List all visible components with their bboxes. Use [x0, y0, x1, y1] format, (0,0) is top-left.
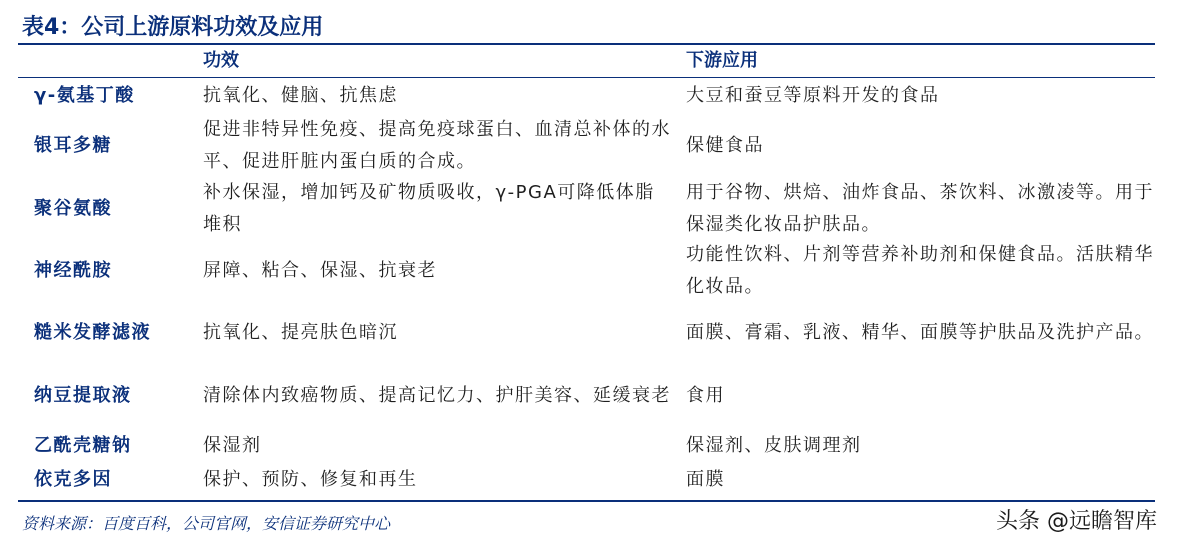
table-row — [18, 81, 1155, 111]
column-header-effect: 功效 — [203, 50, 239, 71]
ingredient-application: 面膜 — [686, 469, 725, 490]
ingredient-name: 乙酰壳糖钠 — [34, 435, 132, 456]
ingredient-effect: 清除体内致癌物质、提高记忆力、护肝美容、延缓衰老 — [203, 385, 671, 406]
ingredient-name: 银耳多糖 — [34, 135, 112, 156]
top-rule — [18, 43, 1155, 45]
ingredient-effect: 屏障、粘合、保湿、抗衰老 — [203, 260, 437, 281]
ingredient-application: 面膜、膏霜、乳液、精华、面膜等护肤品及洗护产品。 — [686, 322, 1154, 343]
ingredient-name: 依克多因 — [34, 469, 112, 490]
bottom-rule — [18, 500, 1155, 502]
ingredient-effect: 补水保湿，增加钙及矿物质吸收，γ-PGA可降低体脂堆积 — [203, 182, 655, 235]
ingredient-effect: 保护、预防、修复和再生 — [203, 469, 418, 490]
ingredient-application: 用于谷物、烘焙、油炸食品、茶饮料、冰激凌等。用于保湿类化妆品护肤品。 — [686, 182, 1154, 235]
ingredient-name: 糙米发酵滤液 — [34, 322, 151, 343]
table-row — [18, 464, 1155, 496]
source-note: 资料来源：百度百科，公司官网，安信证券研究中心 — [22, 514, 391, 533]
ingredient-application: 功能性饮料、片剂等营养补助剂和保健食品。活肤精华化妆品。 — [686, 244, 1154, 297]
ingredient-application: 食用 — [686, 385, 725, 406]
header-rule — [18, 77, 1155, 78]
table-row — [18, 430, 1155, 462]
column-header-application: 下游应用 — [686, 50, 758, 71]
ingredient-application: 大豆和蚕豆等原料开发的食品 — [686, 85, 940, 106]
table-row — [18, 239, 1155, 303]
ingredient-name: 聚谷氨酸 — [34, 198, 112, 219]
table-row — [18, 301, 1155, 365]
ingredient-effect: 抗氧化、提亮肤色暗沉 — [203, 322, 398, 343]
ingredient-application: 保湿剂、皮肤调理剂 — [686, 435, 862, 456]
ingredient-effect: 促进非特异性免疫、提高免疫球蛋白、血清总补体的水平、促进肝脏内蛋白质的合成。 — [203, 119, 671, 172]
table-row — [18, 114, 1155, 178]
table-title: 表4：公司上游原料功效及应用 — [22, 15, 324, 40]
ingredient-name: γ-氨基丁酸 — [34, 85, 135, 106]
table-row — [18, 364, 1155, 428]
watermark: 头条 @远瞻智库 — [996, 509, 1157, 534]
ingredient-name: 纳豆提取液 — [34, 385, 132, 406]
ingredient-name: 神经酰胺 — [34, 260, 112, 281]
ingredient-effect: 保湿剂 — [203, 435, 262, 456]
table-row — [18, 177, 1155, 241]
ingredient-effect: 抗氧化、健脑、抗焦虑 — [203, 85, 398, 106]
ingredient-application: 保健食品 — [686, 135, 764, 156]
